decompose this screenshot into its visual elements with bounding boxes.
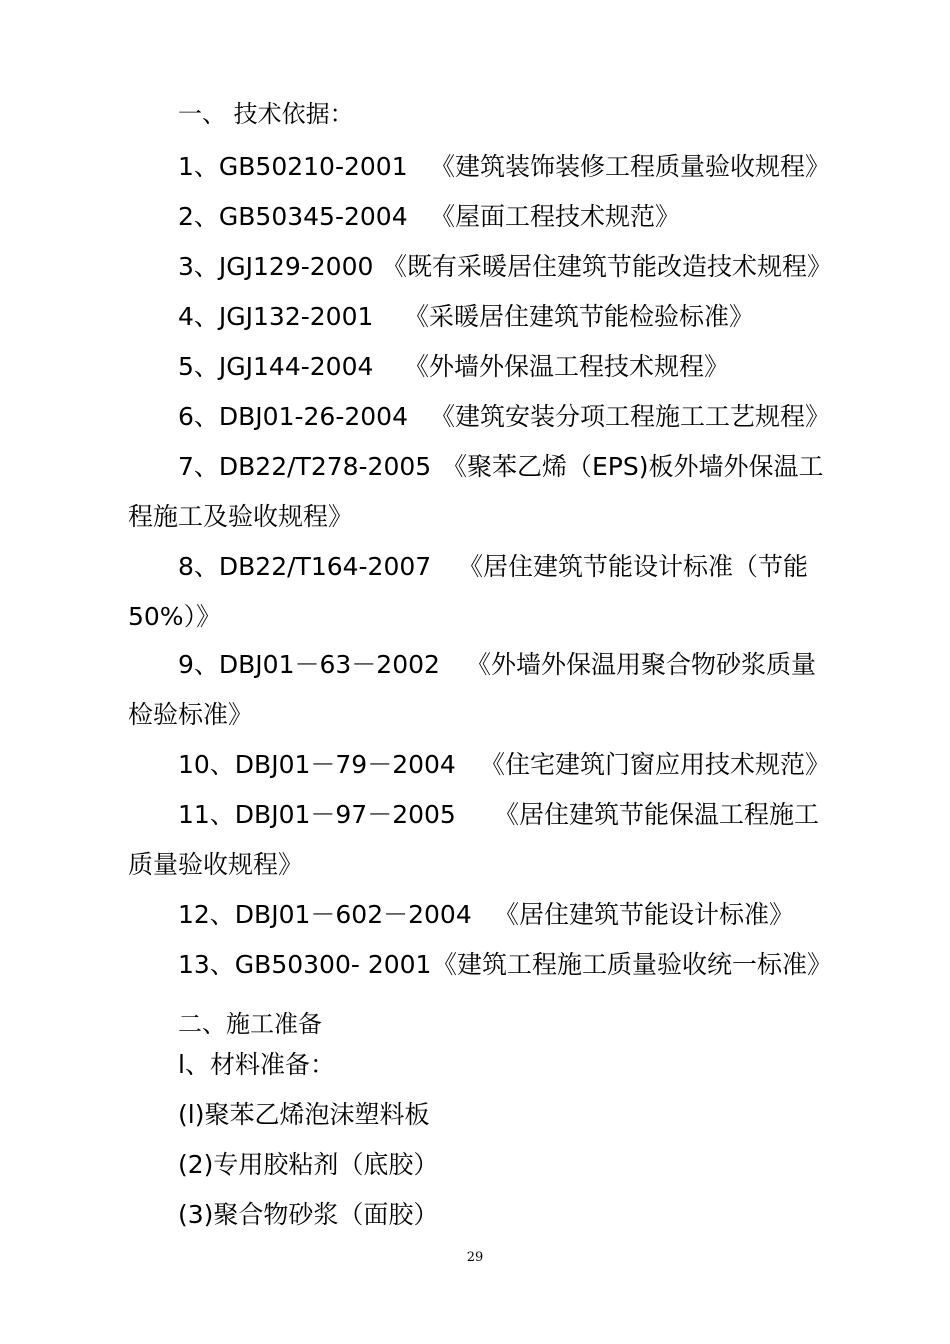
standard-code: 11、DBJ01－97－2005 [178,800,456,829]
sub-heading-materials: l、材料准备： [178,1050,335,1079]
standard-title-continuation: 50%）》 [128,602,222,631]
standard-item [178,950,833,980]
material-item: (2)专用胶粘剂（底胶） [178,1150,439,1179]
standard-item [178,252,833,282]
standard-title: 《建筑装饰装修工程质量验收规程》 [430,152,831,181]
standard-item [178,750,831,780]
standard-item [178,900,795,930]
section-heading-construction-preparation: 二、施工准备 [178,1010,322,1038]
standard-code: 9、DBJ01－63－2002 [178,650,440,679]
material-item: (l)聚苯乙烯泡沫塑料板 [178,1100,430,1129]
standard-title: 《外墙外保温工程技术规程》 [404,352,730,381]
standard-title: 《居住建筑节能设计标准（节能 [458,552,809,581]
standard-code: 6、DBJ01-26-2004 [178,402,408,431]
standard-title: 《既有采暖居住建筑节能改造技术规程》 [382,252,833,281]
standard-code: 3、JGJ129-2000 [178,252,374,281]
standard-title: 《居住建筑节能设计标准》 [494,900,795,929]
standard-item [178,650,817,680]
standard-item [178,152,831,182]
standard-code: 12、DBJ01－602－2004 [178,900,472,929]
standard-item [178,402,831,432]
standard-item [178,452,824,482]
section-heading-technical-basis: 一、 技术依据： [178,100,354,128]
standard-item [178,202,681,232]
standard-title-continuation: 程施工及验收规程》 [128,502,354,531]
standard-title: 《采暖居住建筑节能检验标准》 [404,302,755,331]
standard-title: 《住宅建筑门窗应用技术规范》 [480,750,831,779]
standard-title-continuation: 质量验收规程》 [128,850,304,879]
standard-item [178,352,730,382]
standard-code: 10、DBJ01－79－2004 [178,750,456,779]
standard-title-continuation: 检验标准》 [128,700,254,729]
standard-title: 《屋面工程技术规范》 [430,202,681,231]
standard-title: 《建筑工程施工质量验收统一标准》 [432,950,833,979]
standard-item [178,302,755,332]
page-number: 29 [466,1250,484,1265]
standard-code: 13、GB50300- 2001 [178,950,432,979]
standard-title: 《居住建筑节能保温工程施工 [494,800,820,829]
standard-title: 《建筑安装分项工程施工工艺规程》 [430,402,831,431]
standard-title: 《外墙外保温用聚合物砂浆质量 [466,650,817,679]
standard-code: 7、DB22/T278-2005 [178,452,432,481]
standard-item [178,552,809,582]
standard-code: 1、GB50210-2001 [178,152,408,181]
standard-code: 8、DB22/T164-2007 [178,552,432,581]
standard-code: 2、GB50345-2004 [178,202,408,231]
standard-item [178,800,820,830]
standard-code: 5、JGJ144-2004 [178,352,374,381]
material-item: (3)聚合物砂浆（面胶） [178,1200,439,1229]
standard-code: 4、JGJ132-2001 [178,302,374,331]
standard-title: 《聚苯乙烯（EPS)板外墙外保温工 [442,452,824,481]
